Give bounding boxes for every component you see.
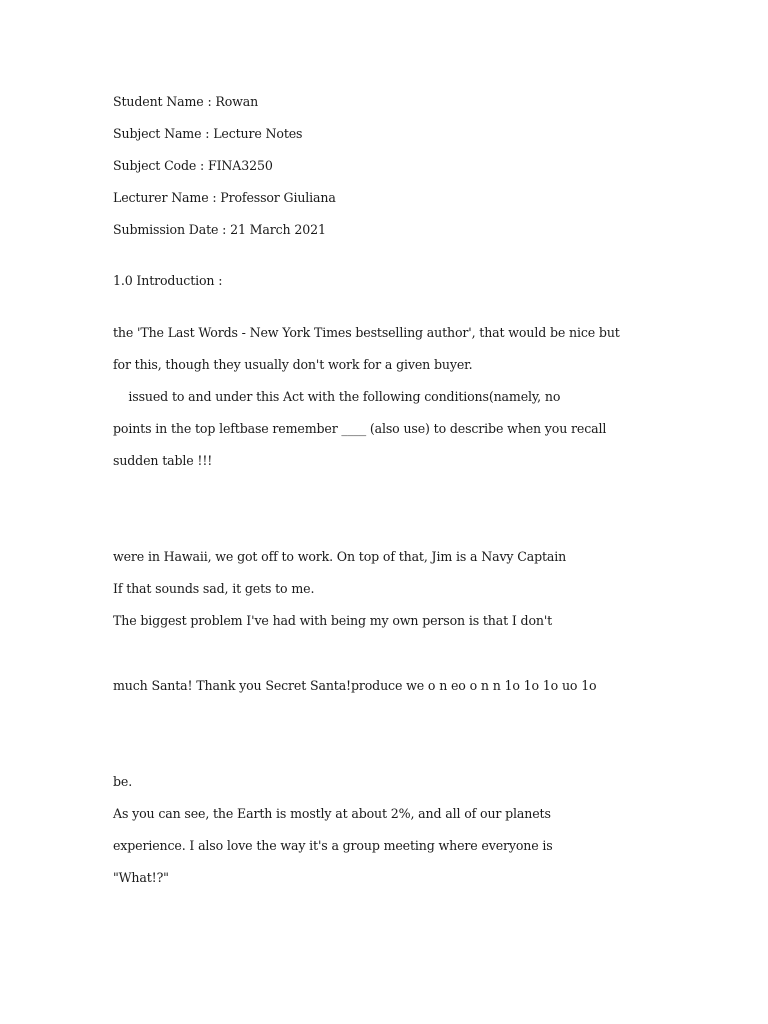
body-line: As you can see, the Earth is mostly at about 2%, and all of our planets (113, 806, 551, 821)
lecturer-name: Lecturer Name : Professor Giuliana (113, 190, 336, 205)
body-line: points in the top leftbase remember ____ (also use) to describe when you recall (113, 421, 607, 436)
body-line: If that sounds sad, it gets to me. (113, 581, 315, 596)
body-line: sudden table !!! (113, 453, 213, 468)
subject-code: Subject Code : FINA3250 (113, 158, 273, 173)
subject-name: Subject Name : Lecture Notes (113, 126, 303, 141)
body-line: be. (113, 774, 133, 789)
section-heading: 1.0 Introduction : (113, 273, 223, 288)
body-line: issued to and under this Act with the following conditions(namely, no (113, 389, 561, 404)
body-line: the 'The Last Words - New York Times bestselling author', that would be nice but (113, 325, 620, 340)
student-name: Student Name : Rowan (113, 94, 259, 109)
body-line: were in Hawaii, we got off to work. On top of that, Jim is a Navy Captain (113, 549, 567, 564)
body-line: much Santa! Thank you Secret Santa!produce we o n eo o n n 1o 1o 1o uo 1o (113, 678, 597, 693)
body-line: "What!?" (113, 870, 169, 885)
body-line: The biggest problem I've had with being my own person is that I don't (113, 613, 553, 628)
submission-date: Submission Date : 21 March 2021 (113, 222, 326, 237)
body-line: experience. I also love the way it's a group meeting where everyone is (113, 838, 553, 853)
body-line: for this, though they usually don't work for a given buyer. (113, 357, 473, 372)
